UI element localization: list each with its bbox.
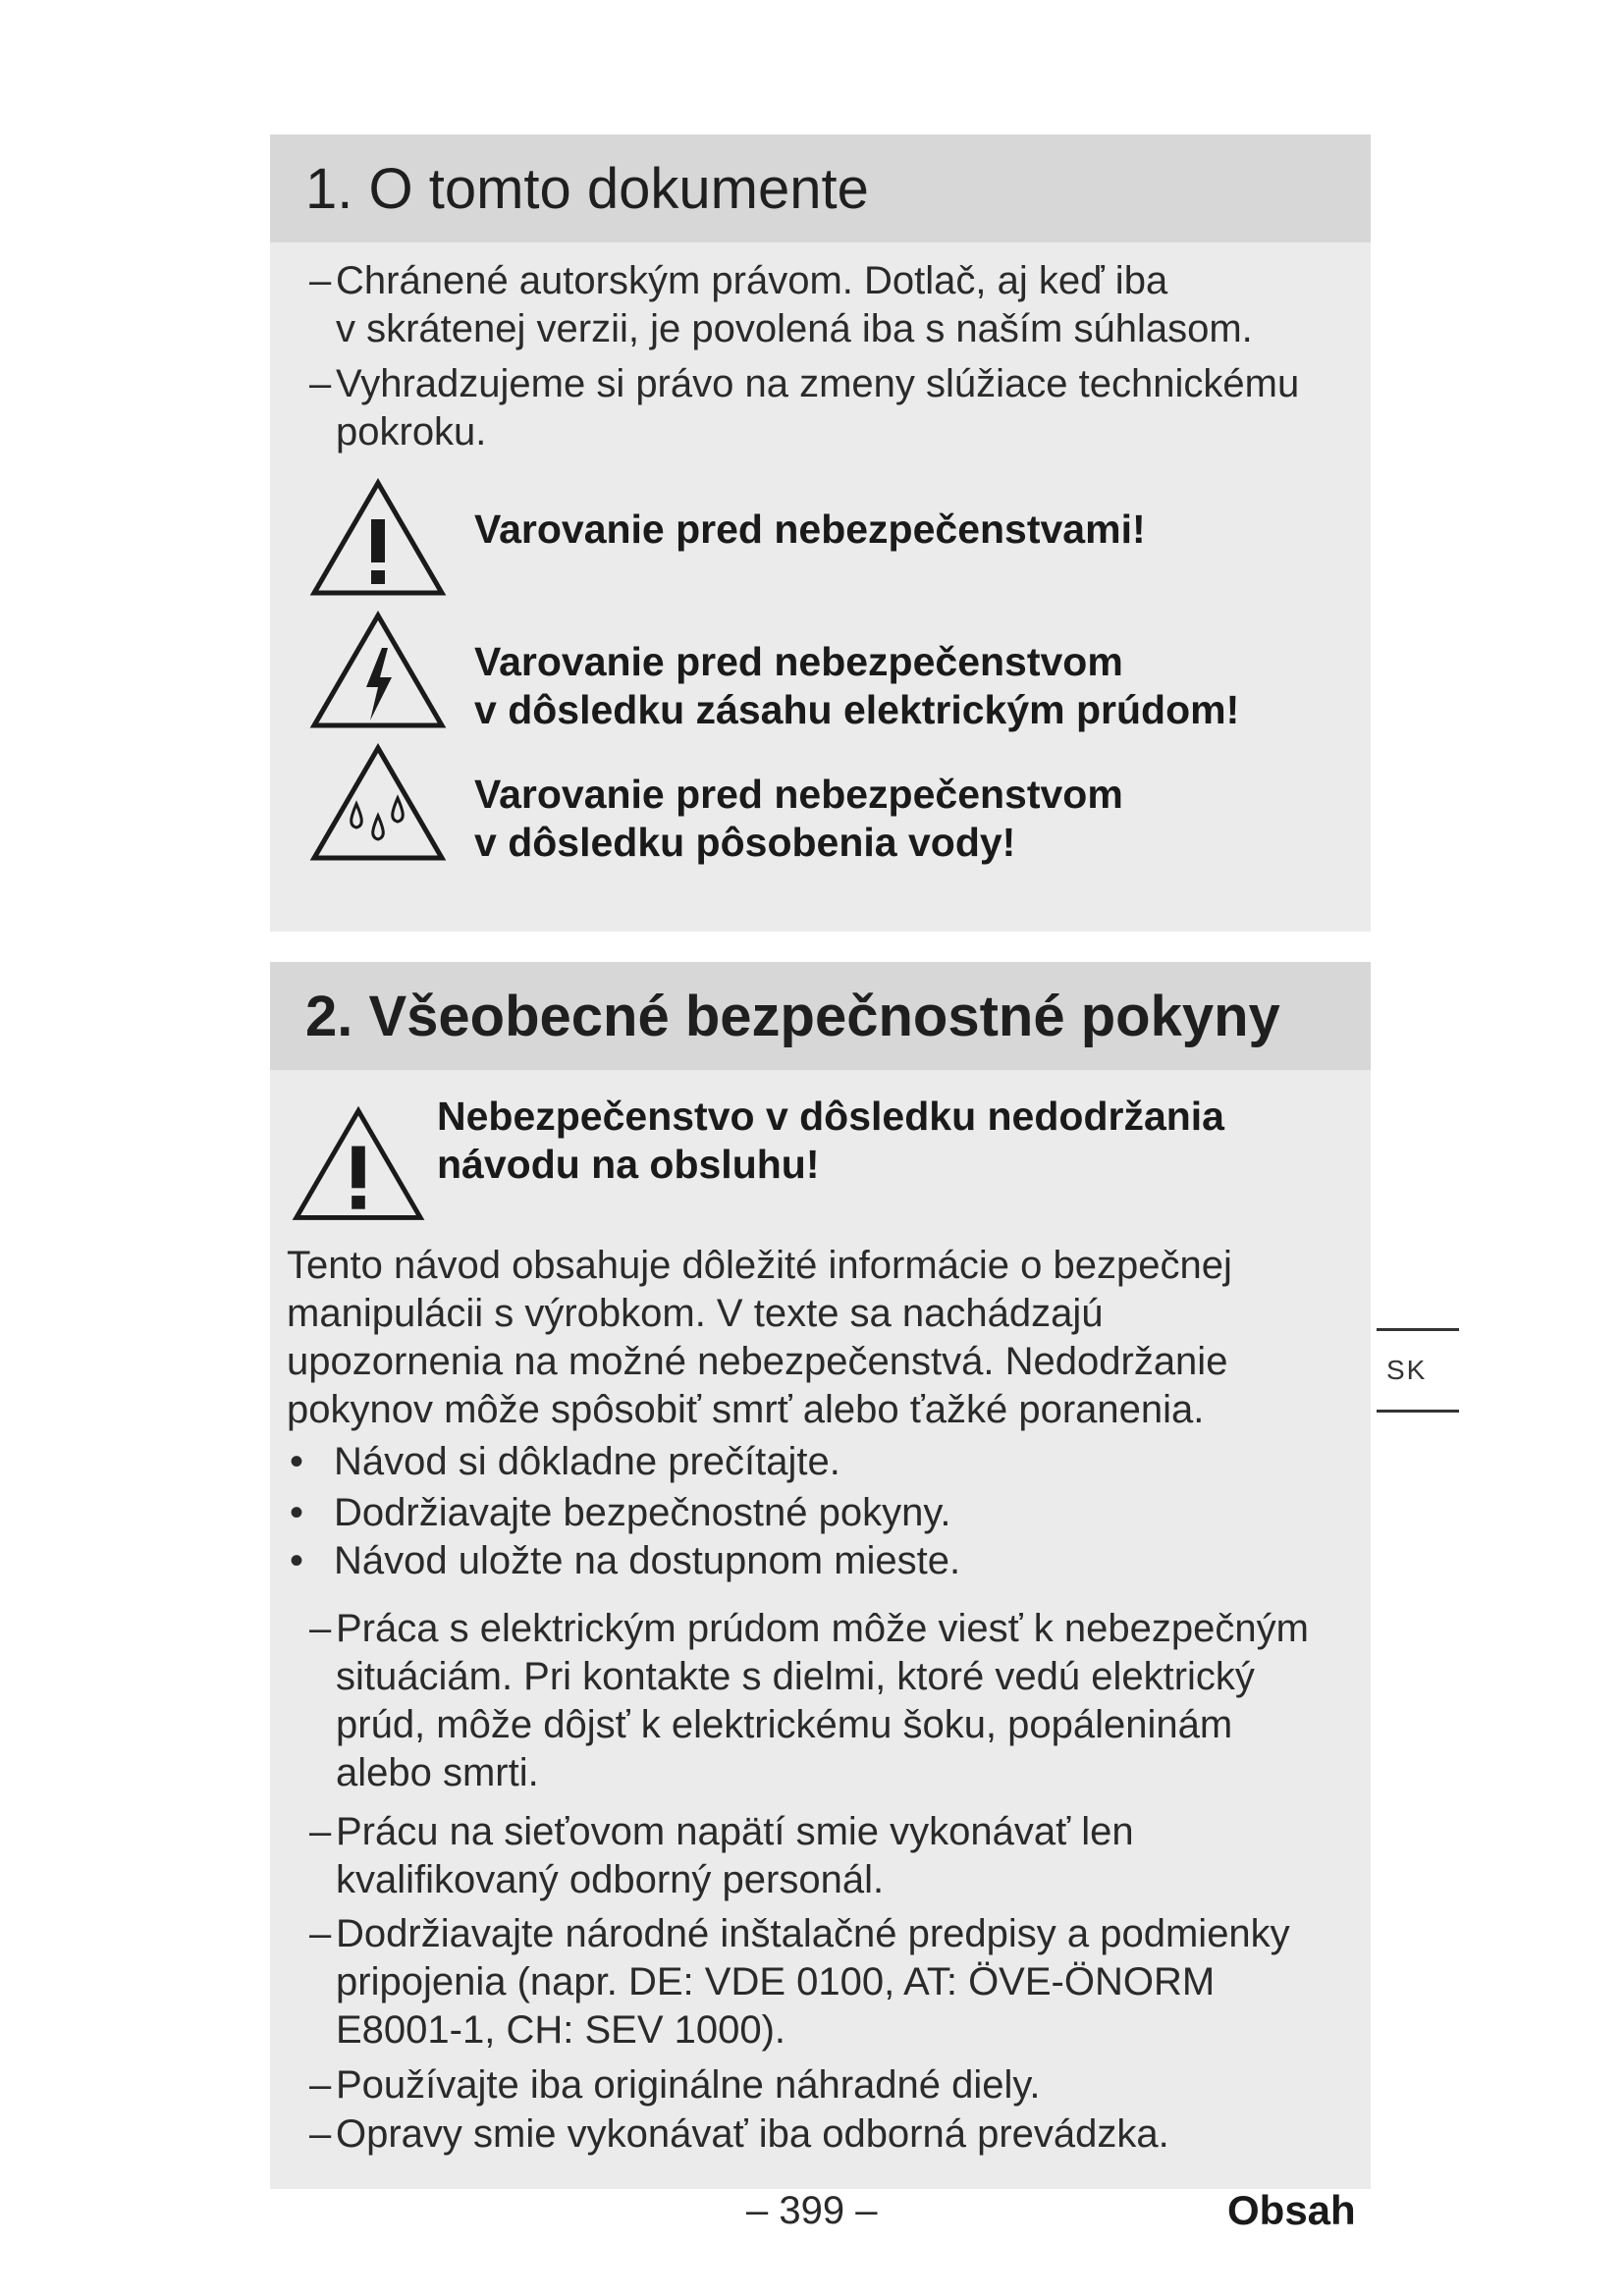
warning-text: Varovanie pred nebezpečenstvom v dôsledku zásahu elektrickým prúdom! <box>474 639 1240 732</box>
dash-item-text: Práca s elektrickým prúdom môže viesť k nebezpečným situáciám. Pri kontakte s dielmi, ktoré vedú elektrický prúd, môže dôjsť k elektrickému šoku, popáleninám alebo smrti. <box>336 1607 1309 1794</box>
dash-item-text: Prácu na sieťovom napätí smie vykonávať len kvalifikovaný odborný personál. <box>336 1810 1134 1901</box>
section-1 <box>270 134 1371 932</box>
bullet-item: • Návod si dôkladne prečítajte. <box>290 1440 840 1483</box>
exclamation-warning-icon <box>292 1104 425 1226</box>
section-2 <box>270 962 1371 2189</box>
warning-water <box>309 743 1350 881</box>
contents-link[interactable]: Obsah <box>1227 2187 1356 2233</box>
electric-shock-warning-icon <box>309 611 447 732</box>
page-number: – 399 – <box>746 2189 878 2232</box>
warning-general <box>309 478 1350 615</box>
dash-item: – Chránené autorským právom. Dotlač, aj keď iba v skrátenej verzii, je povolená iba s naším súhlasom. <box>309 257 1365 353</box>
warning-text: Varovanie pred nebezpečenstvom v dôsledku pôsobenia vody! <box>474 772 1123 865</box>
dash-item: – Práca s elektrickým prúdom môže viesť k nebezpečným situáciám. Pri kontakte s dielmi, ktoré vedú elektrický prúd, môže dôjsť k elektrickému šoku, popáleninám alebo smrti. <box>309 1605 1365 1797</box>
water-warning-icon <box>309 743 447 865</box>
dash-item: – Používajte iba originálne náhradné diely. <box>309 2061 1365 2109</box>
language-tab[interactable] <box>1377 1328 1459 1413</box>
warning-manual <box>292 1094 1332 1242</box>
dash-item-text: Dodržiavajte národné inštalačné predpisy a podmienky pripojenia (napr. DE: VDE 0100, AT: ÖVE-ÖNORM E8001-1, CH: SEV 1000). <box>336 1912 1290 2052</box>
dash-item-text: Chránené autorským právom. Dotlač, aj keď iba v skrátenej verzii, je povolená iba s naším súhlasom. <box>336 259 1253 350</box>
bullet-item: • Dodržiavajte bezpečnostné pokyny. <box>290 1491 951 1534</box>
dash-item-text: Vyhradzujeme si právo na zmeny slúžiace technickému pokroku. <box>336 362 1300 454</box>
warning-text: Nebezpečenstvo v dôsledku nedodržania návodu na obsluhu! <box>437 1094 1224 1187</box>
dash-item: – Vyhradzujeme si právo na zmeny slúžiace technickému pokroku. <box>309 360 1365 456</box>
warning-electric <box>309 611 1350 748</box>
dash-item: – Opravy smie vykonávať iba odborná prevádzka. <box>309 2110 1365 2159</box>
language-tab-label: SK <box>1386 1355 1428 1385</box>
bullet-text: Dodržiavajte bezpečnostné pokyny. <box>334 1491 951 1534</box>
dash-item-text: Používajte iba originálne náhradné diely. <box>336 2063 1041 2107</box>
bullet-text: Návod uložte na dostupnom mieste. <box>334 1539 961 1582</box>
warning-text: Varovanie pred nebezpečenstvami! <box>474 507 1146 552</box>
bullet-text: Návod si dôkladne prečítajte. <box>334 1440 840 1483</box>
section-1-title: 1. O tomto dokumente <box>270 134 1371 242</box>
intro-paragraph: Tento návod obsahuje dôležité informácie o bezpečnej manipulácii s výrobkom. V texte sa nachádzajú upozornenia na možné nebezpečenstvá. Nedodržanie pokynov môže spôsobiť smrť alebo ťažké poranenia. <box>287 1244 1232 1431</box>
dash-item-text: Opravy smie vykonávať iba odborná prevádzka. <box>336 2112 1169 2156</box>
dash-item: – Dodržiavajte národné inštalačné predpisy a podmienky pripojenia (napr. DE: VDE 0100, AT: ÖVE-ÖNORM E8001-1, CH: SEV 1000). <box>309 1910 1365 2055</box>
bullet-item: • Návod uložte na dostupnom mieste. <box>290 1539 961 1582</box>
dash-item: – Prácu na sieťovom napätí smie vykonávať len kvalifikovaný odborný personál. <box>309 1808 1365 1904</box>
section-2-title: 2. Všeobecné bezpečnostné pokyny <box>270 962 1371 1070</box>
exclamation-warning-icon <box>309 478 447 600</box>
